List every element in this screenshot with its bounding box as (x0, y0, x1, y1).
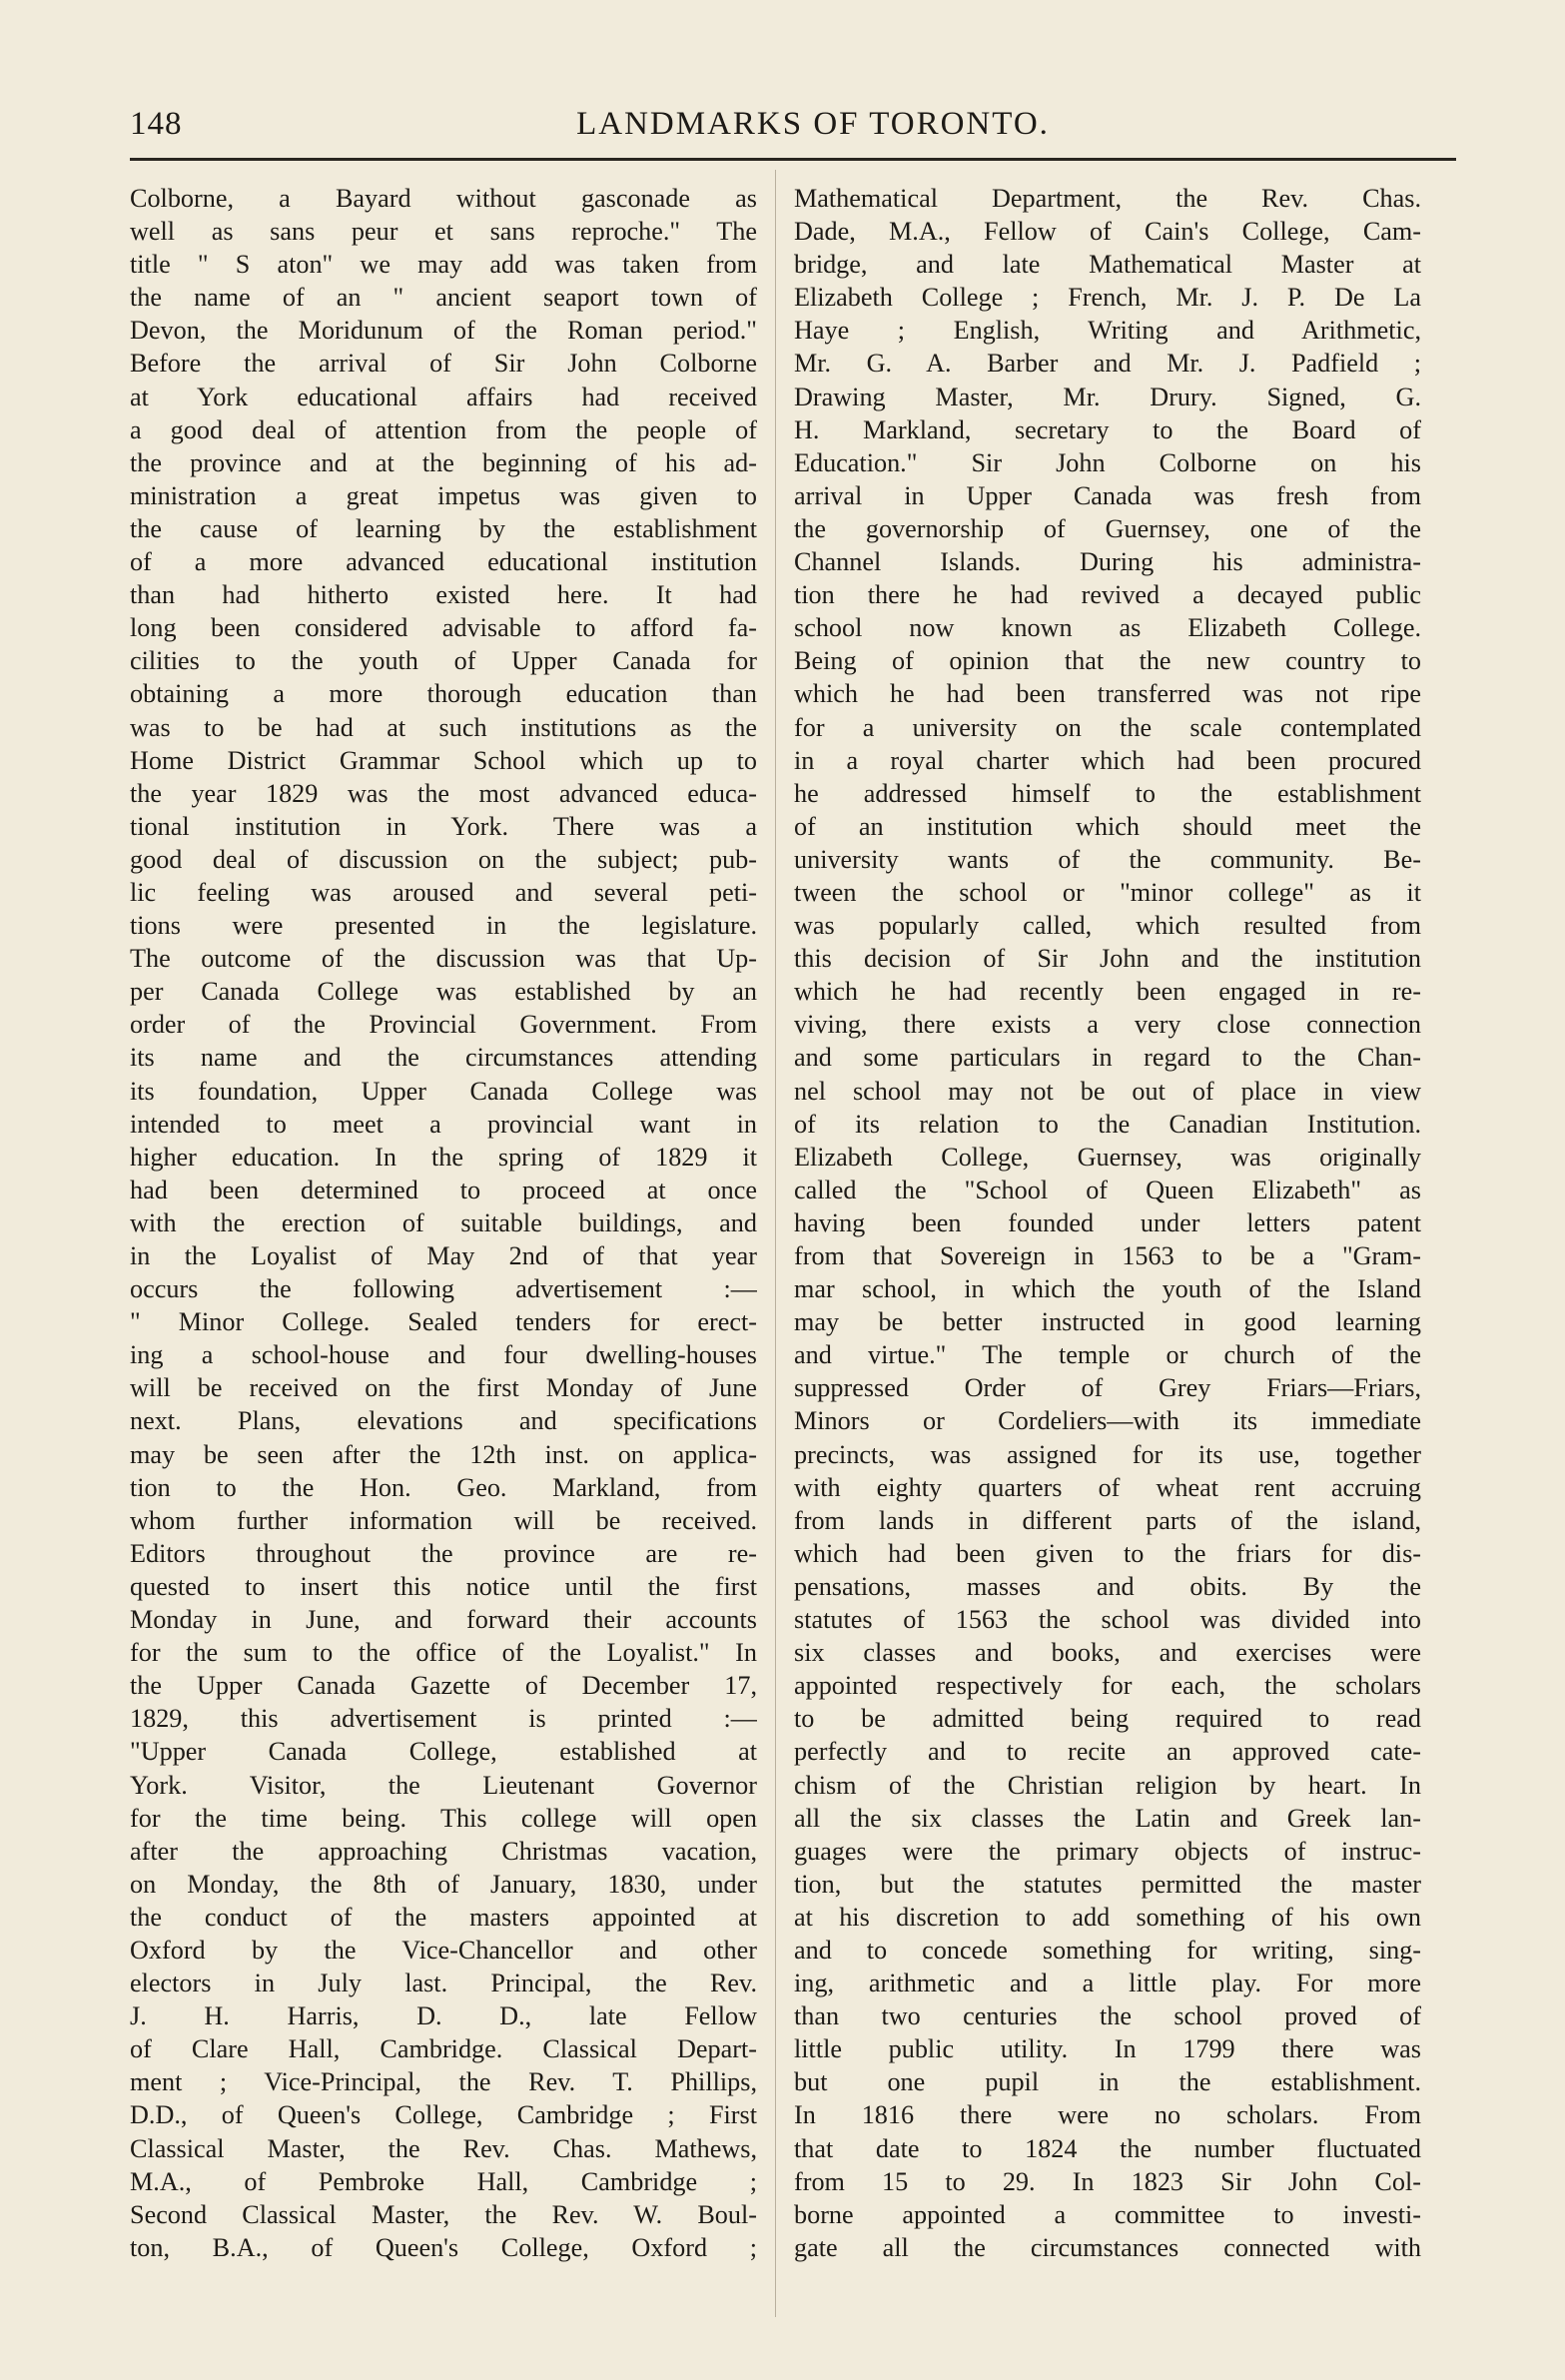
text-line: its name and the circumstances attending (130, 1043, 757, 1073)
text-line: that date to 1824 the number fluctuated (794, 2133, 1421, 2163)
text-line: than had hitherto existed here. It had (130, 580, 757, 610)
text-line: arrival in Upper Canada was fresh from (794, 480, 1421, 510)
text-line: Editors throughout the province are re- (130, 1538, 757, 1568)
text-line: which he had recently been engaged in re- (794, 977, 1421, 1007)
text-line: of an institution which should meet the (794, 811, 1421, 841)
text-line: Second Classical Master, the Rev. W. Boul- (130, 2199, 757, 2229)
text-line: Minors or Cordeliers—with its immediate (794, 1406, 1421, 1436)
text-line: and virtue." The temple or church of the (794, 1340, 1421, 1370)
text-line: Being of opinion that the new country to (794, 646, 1421, 676)
text-line: Channel Islands. During his administra- (794, 547, 1421, 577)
text-line: ing, arithmetic and a little play. For more (794, 1969, 1421, 1998)
text-line: good deal of discussion on the subject; pub- (130, 844, 757, 874)
text-line: Drawing Master, Mr. Drury. Signed, G. (794, 382, 1421, 411)
text-line: whom further information will be received. (130, 1505, 757, 1535)
text-line: the name of an " ancient seaport town of (130, 283, 757, 313)
text-line: Dade, M.A., Fellow of Cain's College, Cam- (794, 217, 1421, 247)
text-line: tween the school or "minor college" as it (794, 877, 1421, 907)
text-line: little public utility. In 1799 there was (794, 2034, 1421, 2064)
text-line: school now known as Elizabeth College. (794, 613, 1421, 643)
text-line: Before the arrival of Sir John Colborne (130, 349, 757, 379)
text-line: Mr. G. A. Barber and Mr. J. Padfield ; (794, 349, 1421, 379)
text-line: "Upper Canada College, established at (130, 1737, 757, 1767)
text-line: In 1816 there were no scholars. From (794, 2100, 1421, 2130)
text-line: order of the Provincial Government. From (130, 1010, 757, 1040)
text-line: ing a school-house and four dwelling-houses (130, 1340, 757, 1370)
text-line: mar school, in which the youth of the Island (794, 1274, 1421, 1304)
text-line: of Clare Hall, Cambridge. Classical Depart- (130, 2034, 757, 2064)
right-column (794, 182, 1421, 2319)
text-line: borne appointed a committee to investi- (794, 2199, 1421, 2229)
text-line: next. Plans, elevations and specifications (130, 1406, 757, 1436)
left-column (130, 182, 757, 2319)
text-line: with eighty quarters of wheat rent accruing (794, 1472, 1421, 1502)
text-line: may be seen after the 12th inst. on applica- (130, 1439, 757, 1469)
text-line: all the six classes the Latin and Greek lan- (794, 1803, 1421, 1833)
text-line: electors in July last. Principal, the Rev. (130, 1969, 757, 1998)
text-line: Haye ; English, Writing and Arithmetic, (794, 316, 1421, 346)
text-line: gate all the circumstances connected with (794, 2232, 1421, 2262)
text-line: per Canada College was established by an (130, 977, 757, 1007)
text-line: with the erection of suitable buildings, and (130, 1207, 757, 1237)
text-line: J. H. Harris, D. D., late Fellow (130, 2001, 757, 2031)
text-line: but one pupil in the establishment. (794, 2067, 1421, 2097)
text-line: and some particulars in regard to the Chan- (794, 1043, 1421, 1073)
text-line: tions were presented in the legislature. (130, 911, 757, 941)
text-line: the year 1829 was the most advanced educa- (130, 778, 757, 808)
text-line: tional institution in York. There was a (130, 811, 757, 841)
text-line: Mathematical Department, the Rev. Chas. (794, 184, 1421, 213)
text-line: Oxford by the Vice-Chancellor and other (130, 1935, 757, 1965)
text-line: intended to meet a provincial want in (130, 1109, 757, 1139)
text-line: precincts, was assigned for its use, together (794, 1439, 1421, 1469)
text-line: nel school may not be out of place in view (794, 1076, 1421, 1106)
text-line: for the time being. This college will open (130, 1803, 757, 1833)
text-line: ment ; Vice-Principal, the Rev. T. Phillips, (130, 2067, 757, 2097)
text-line: H. Markland, secretary to the Board of (794, 414, 1421, 444)
text-line: to be admitted being required to read (794, 1704, 1421, 1734)
text-line: " Minor College. Sealed tenders for erect- (130, 1307, 757, 1337)
text-line: pensations, masses and obits. By the (794, 1571, 1421, 1601)
text-line: ton, B.A., of Queen's College, Oxford ; (130, 2232, 757, 2262)
text-line: Home District Grammar School which up to (130, 745, 757, 775)
text-line: suppressed Order of Grey Friars—Friars, (794, 1373, 1421, 1403)
text-line: in the Loyalist of May 2nd of that year (130, 1241, 757, 1270)
text-line: lic feeling was aroused and several peti- (130, 877, 757, 907)
text-line: Monday in June, and forward their accounts (130, 1605, 757, 1635)
text-line: for a university on the scale contemplated (794, 712, 1421, 742)
text-line: occurs the following advertisement :— (130, 1274, 757, 1304)
text-line: Colborne, a Bayard without gasconade as (130, 184, 757, 213)
text-line: The outcome of the discussion was that Up- (130, 944, 757, 974)
text-line: after the approaching Christmas vacation, (130, 1836, 757, 1866)
text-line: long been considered advisable to afford fa- (130, 613, 757, 643)
text-line: tion there he had revived a decayed public (794, 580, 1421, 610)
text-line: M.A., of Pembroke Hall, Cambridge ; (130, 2166, 757, 2196)
text-line: the governorship of Guernsey, one of the (794, 513, 1421, 543)
text-line: appointed respectively for each, the scholars (794, 1671, 1421, 1701)
text-line: obtaining a more thorough education than (130, 679, 757, 709)
text-line: tion to the Hon. Geo. Markland, from (130, 1472, 757, 1502)
text-line: a good deal of attention from the people of (130, 414, 757, 444)
text-line: the province and at the beginning of his ad- (130, 447, 757, 477)
text-line: at his discretion to add something of his own (794, 1902, 1421, 1932)
text-line: Education." Sir John Colborne on his (794, 447, 1421, 477)
text-line: perfectly and to recite an approved cate- (794, 1737, 1421, 1767)
text-line: ministration a great impetus was given to (130, 480, 757, 510)
text-line: Elizabeth College, Guernsey, was originally (794, 1142, 1421, 1172)
text-line: university wants of the community. Be- (794, 844, 1421, 874)
text-line: cilities to the youth of Upper Canada for (130, 646, 757, 676)
text-line: its foundation, Upper Canada College was (130, 1076, 757, 1106)
text-line: the Upper Canada Gazette of December 17, (130, 1671, 757, 1701)
text-line: this decision of Sir John and the institution (794, 944, 1421, 974)
text-line: from lands in different parts of the island, (794, 1505, 1421, 1535)
text-line: called the "School of Queen Elizabeth" as (794, 1175, 1421, 1204)
text-line: the cause of learning by the establishment (130, 513, 757, 543)
text-line: chism of the Christian religion by heart. In (794, 1770, 1421, 1800)
text-line: had been determined to proceed at once (130, 1175, 757, 1204)
text-line: and to concede something for writing, sing- (794, 1935, 1421, 1965)
text-line: 1829, this advertisement is printed :— (130, 1704, 757, 1734)
text-line: was to be had at such institutions as the (130, 712, 757, 742)
text-line: which he had been transferred was not ripe (794, 679, 1421, 709)
text-line: from that Sovereign in 1563 to be a "Gram- (794, 1241, 1421, 1270)
text-line: higher education. In the spring of 1829 it (130, 1142, 757, 1172)
text-line: in a royal charter which had been procured (794, 745, 1421, 775)
text-line: he addressed himself to the establishment (794, 778, 1421, 808)
text-line: from 15 to 29. In 1823 Sir John Col- (794, 2166, 1421, 2196)
running-title: LANDMARKS OF TORONTO. (576, 106, 1050, 142)
text-line: D.D., of Queen's College, Cambridge ; First (130, 2100, 757, 2130)
text-line: well as sans peur et sans reproche." The (130, 217, 757, 247)
page-number: 148 (130, 106, 183, 142)
text-line: at York educational affairs had received (130, 382, 757, 411)
column-divider (775, 170, 776, 2317)
text-line: the conduct of the masters appointed at (130, 1902, 757, 1932)
text-line: tion, but the statutes permitted the master (794, 1869, 1421, 1899)
text-line: will be received on the first Monday of June (130, 1373, 757, 1403)
text-line: which had been given to the friars for dis- (794, 1538, 1421, 1568)
text-line: guages were the primary objects of instruc- (794, 1836, 1421, 1866)
text-line: title " S aton" we may add was taken from (130, 250, 757, 280)
text-line: bridge, and late Mathematical Master at (794, 250, 1421, 280)
text-line: six classes and books, and exercises were (794, 1638, 1421, 1668)
text-line: Classical Master, the Rev. Chas. Mathews, (130, 2133, 757, 2163)
text-line: of its relation to the Canadian Institution. (794, 1109, 1421, 1139)
text-line: quested to insert this notice until the first (130, 1571, 757, 1601)
running-header (130, 102, 1456, 161)
text-line: was popularly called, which resulted from (794, 911, 1421, 941)
text-line: than two centuries the school proved of (794, 2001, 1421, 2031)
text-line: Elizabeth College ; French, Mr. J. P. De La (794, 283, 1421, 313)
text-line: statutes of 1563 the school was divided into (794, 1605, 1421, 1635)
text-line: York. Visitor, the Lieutenant Governor (130, 1770, 757, 1800)
text-line: of a more advanced educational institution (130, 547, 757, 577)
text-line: having been founded under letters patent (794, 1207, 1421, 1237)
text-line: for the sum to the office of the Loyalist." In (130, 1638, 757, 1668)
text-line: Devon, the Moridunum of the Roman period." (130, 316, 757, 346)
text-line: may be better instructed in good learning (794, 1307, 1421, 1337)
text-line: on Monday, the 8th of January, 1830, under (130, 1869, 757, 1899)
text-line: viving, there exists a very close connection (794, 1010, 1421, 1040)
